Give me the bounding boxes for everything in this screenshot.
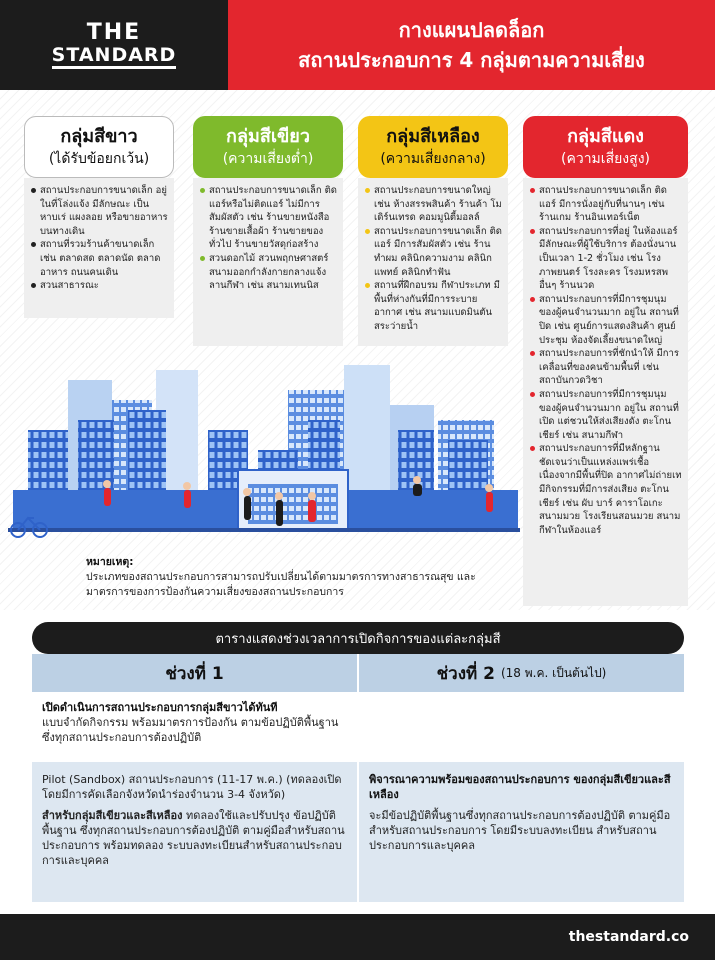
schedule-table: [32, 654, 684, 902]
phase-1-row-2-text-1: Pilot (Sandbox) สถานประกอบการ (11-17 พ.ค.) (ทดลองเปิดโดยมีการคัดเลือกจังหวัดนำร่องจำนวน 3-4 จังหวัด): [42, 773, 342, 801]
phase-1-heading: ช่วงที่ 1: [165, 663, 224, 684]
group-red-name: กลุ่มสีแดง: [567, 126, 644, 147]
list-item: สวนสาธารณะ: [30, 279, 168, 293]
phase-2-heading: ช่วงที่ 2: [436, 663, 495, 684]
group-yellow-name: กลุ่มสีเหลือง: [386, 126, 480, 147]
ground: [8, 528, 520, 532]
phase-1-row-1: [32, 692, 357, 762]
building: [248, 484, 338, 524]
people: [413, 476, 421, 484]
note-label: หมายเหตุ:: [86, 556, 134, 568]
group-white-sub: (ได้รับข้อยกเว้น): [48, 151, 150, 167]
people: [103, 480, 111, 488]
list-item: สถานที่รวมร้านค้าขนาดเล็ก เช่น ตลาดสด ตลาดนัด ตลาดอาหาร ถนนคนเดิน: [30, 238, 168, 279]
phase-1-row-2: [32, 762, 357, 902]
phase-2-column: [359, 654, 684, 902]
list-item: สถานประกอบการที่อยู่ ในห้องแอร์ มีลักษณะที่ผู้ใช้บริการ ต้องนั่งนานเป็นเวลา 1-2 ชั่วโมง เช่น โรงภาพยนตร์ โรงละคร โรงมหรสพอื่นๆ ร้านนวด: [529, 225, 682, 293]
phase-2-row-2: [359, 762, 684, 902]
note-text: ประเภทของสถานประกอบการสามารถปรับเปลี่ยนได้ตามมาตรการทางสาธารณสุข และมาตรการของการป้องกันความเสี่ยงของสถานประกอบการ: [86, 571, 476, 598]
phase-2-heading-sub: (18 พ.ค. เป็นต้นไป): [500, 665, 607, 680]
list-item: สถานประกอบการที่มีการชุมนุม ของผู้คนจำนวนมาก อยู่ใน สถานที่เปิด แต่ชวนให้ส่งเสียงดัง ตะโกนเชียร์ เช่น สนามกีฬา: [529, 388, 682, 442]
people: [275, 492, 283, 500]
group-yellow-sub: (ความเสี่ยงกลาง): [380, 151, 486, 167]
phase-1-row-1-text: แบบจำกัดกิจกรรม พร้อมมาตรการป้องกัน ตามข้อปฏิบัติพื้นฐาน ซึ่งทุกสถานประกอบการต้องปฏิบัติ: [42, 716, 339, 744]
footer: [0, 914, 715, 960]
brand-line-2: STANDARD: [52, 44, 177, 69]
list-item: สถานประกอบการที่ชักนำให้ มีการเคลื่อนที่ของคนข้ามพื้นที่ เช่น สถาบันกวดวิชา: [529, 347, 682, 388]
group-white-list: [24, 178, 174, 318]
group-white-name: กลุ่มสีขาว: [60, 126, 138, 147]
header: [0, 0, 715, 90]
title-line-2: สถานประกอบการ 4 กลุ่มตามความเสี่ยง: [298, 48, 645, 72]
city-illustration: [8, 360, 520, 550]
phase-1-row-1-bold: เปิดดำเนินการสถานประกอบการกลุ่มสีขาวได้ทันที: [42, 701, 278, 714]
list-item: สถานประกอบการขนาดใหญ่ เช่น ห้างสรรพสินค้า ร้านค้า โมเดิร์นเทรด คอมมูนิตี้มอลล์: [364, 184, 502, 225]
brand-line-1: THE: [86, 19, 142, 45]
list-item: สวนดอกไม้ สวนพฤกษศาสตร์ สนามออกกำลังกายกลางแจ้ง ลานกีฬา เช่น สนามเทนนิส: [199, 252, 337, 293]
group-green-sub: (ความเสี่ยงต่ำ): [222, 151, 314, 167]
list-item: สถานประกอบการที่มีหลักฐาน ชัดเจนว่าเป็นแหล่งแพร่เชื้อ เนื่องจากมีพื้นที่ปิด อากาศไม่ถ่ายเท มีกิจกรรมที่มีการส่งเสียง ตะโกนเชียร์ เช่น ผับ บาร์ คาราโอเกะ สนามมวย โรงเรียนสอนมวย สนามกีฬาในห้องแอร์: [529, 442, 682, 537]
phase-1-header: [32, 654, 357, 692]
list-item: สถานประกอบการขนาดเล็ก ติดแอร์ มีการนั่งอยู่กับที่นานๆ เช่น ร้านเกม ร้านอินเทอร์เน็ต: [529, 184, 682, 225]
phase-1-column: [32, 654, 357, 902]
phase-1-row-2-bold: สำหรับกลุ่มสีเขียวและสีเหลือง: [42, 809, 183, 822]
phase-1-row-2-text-2: [42, 808, 347, 868]
group-green-header: [193, 116, 343, 178]
list-item: สถานประกอบการขนาดเล็ก ติดแอร์หรือไม่ติดแอร์ ไม่มีการ สัมผัสตัว เช่น ร้านขายหนังสือ ร้านขายเสื้อผ้า ร้านขายของทั่วไป ร้านขายวัสดุก่อสร้าง: [199, 184, 337, 252]
brand-logo: [0, 0, 228, 90]
people: [183, 482, 191, 490]
list-item: สถานประกอบการขนาดเล็ก อยู่ในที่โล่งแจ้ง มีลักษณะ เป็นหาบเร่ แผงลอย หรือขายอาหารบนทางเดิน: [30, 184, 168, 238]
list-item: สถานประกอบการที่มีการชุมนุม ของผู้คนจำนวนมาก อยู่ใน สถานที่ปิด เช่น ศูนย์การแสดงสินค้า ศูนย์ประชุม ห้องจัดเลี้ยงขนาดใหญ่: [529, 293, 682, 347]
footer-site[interactable]: thestandard.co: [568, 929, 689, 945]
group-yellow-header: [358, 116, 508, 178]
people: [243, 488, 251, 496]
note: [86, 555, 516, 600]
phase-1-row-2-desc: ทดลองใช้และปรับปรุง ข้อปฏิบัติพื้นฐาน ซึ่งทุกสถานประกอบการต้องปฏิบัติ ตามคู่มือสำหรับสถานประกอบการ พร้อมทดลอง ระบบลงทะเบียนสำหรับสถานประกอบการและบุคคล: [42, 809, 345, 867]
group-white-header: [24, 116, 174, 178]
group-red-sub: (ความเสี่ยงสูง): [561, 151, 650, 167]
people: [485, 484, 493, 492]
group-red-header: [523, 116, 688, 178]
phase-2-row-2-bold: พิจารณาความพร้อมของสถานประกอบการ ของกลุ่มสีเขียวและสีเหลือง: [369, 773, 671, 801]
title-line-1: กางแผนปลดล็อก: [398, 18, 545, 42]
list-item: สถานที่ฝึกอบรม กีฬาประเภท มีพื้นที่ห่างกันที่มีการระบายอากาศ เช่น สนามแบดมินตัน สระว่ายน้ำ: [364, 279, 502, 333]
list-item: สถานประกอบการขนาดเล็ก ติดแอร์ มีการสัมผัสตัว เช่น ร้านทำผม คลินิกความงาม คลินิกแพทย์ คลินิกทำฟัน: [364, 225, 502, 279]
people: [308, 492, 316, 500]
phase-2-header: [359, 654, 684, 692]
group-green-name: กลุ่มสีเขียว: [226, 126, 310, 147]
group-yellow-list: [358, 178, 508, 346]
phase-2-row-1: [359, 692, 684, 762]
group-green-list: [193, 178, 343, 346]
page-title: [228, 0, 715, 90]
group-red-list: [523, 178, 688, 606]
phase-2-row-2-text: จะมีข้อปฏิบัติพื้นฐานซึ่งทุกสถานประกอบการต้องปฏิบัติ ตามคู่มือสำหรับสถานประกอบการ โดยมีระบบลงทะเบียน สำหรับสถานประกอบการและบุคคล: [369, 809, 671, 852]
schedule-title: ตารางแสดงช่วงเวลาการเปิดกิจการของแต่ละกลุ่มสี: [32, 622, 684, 654]
